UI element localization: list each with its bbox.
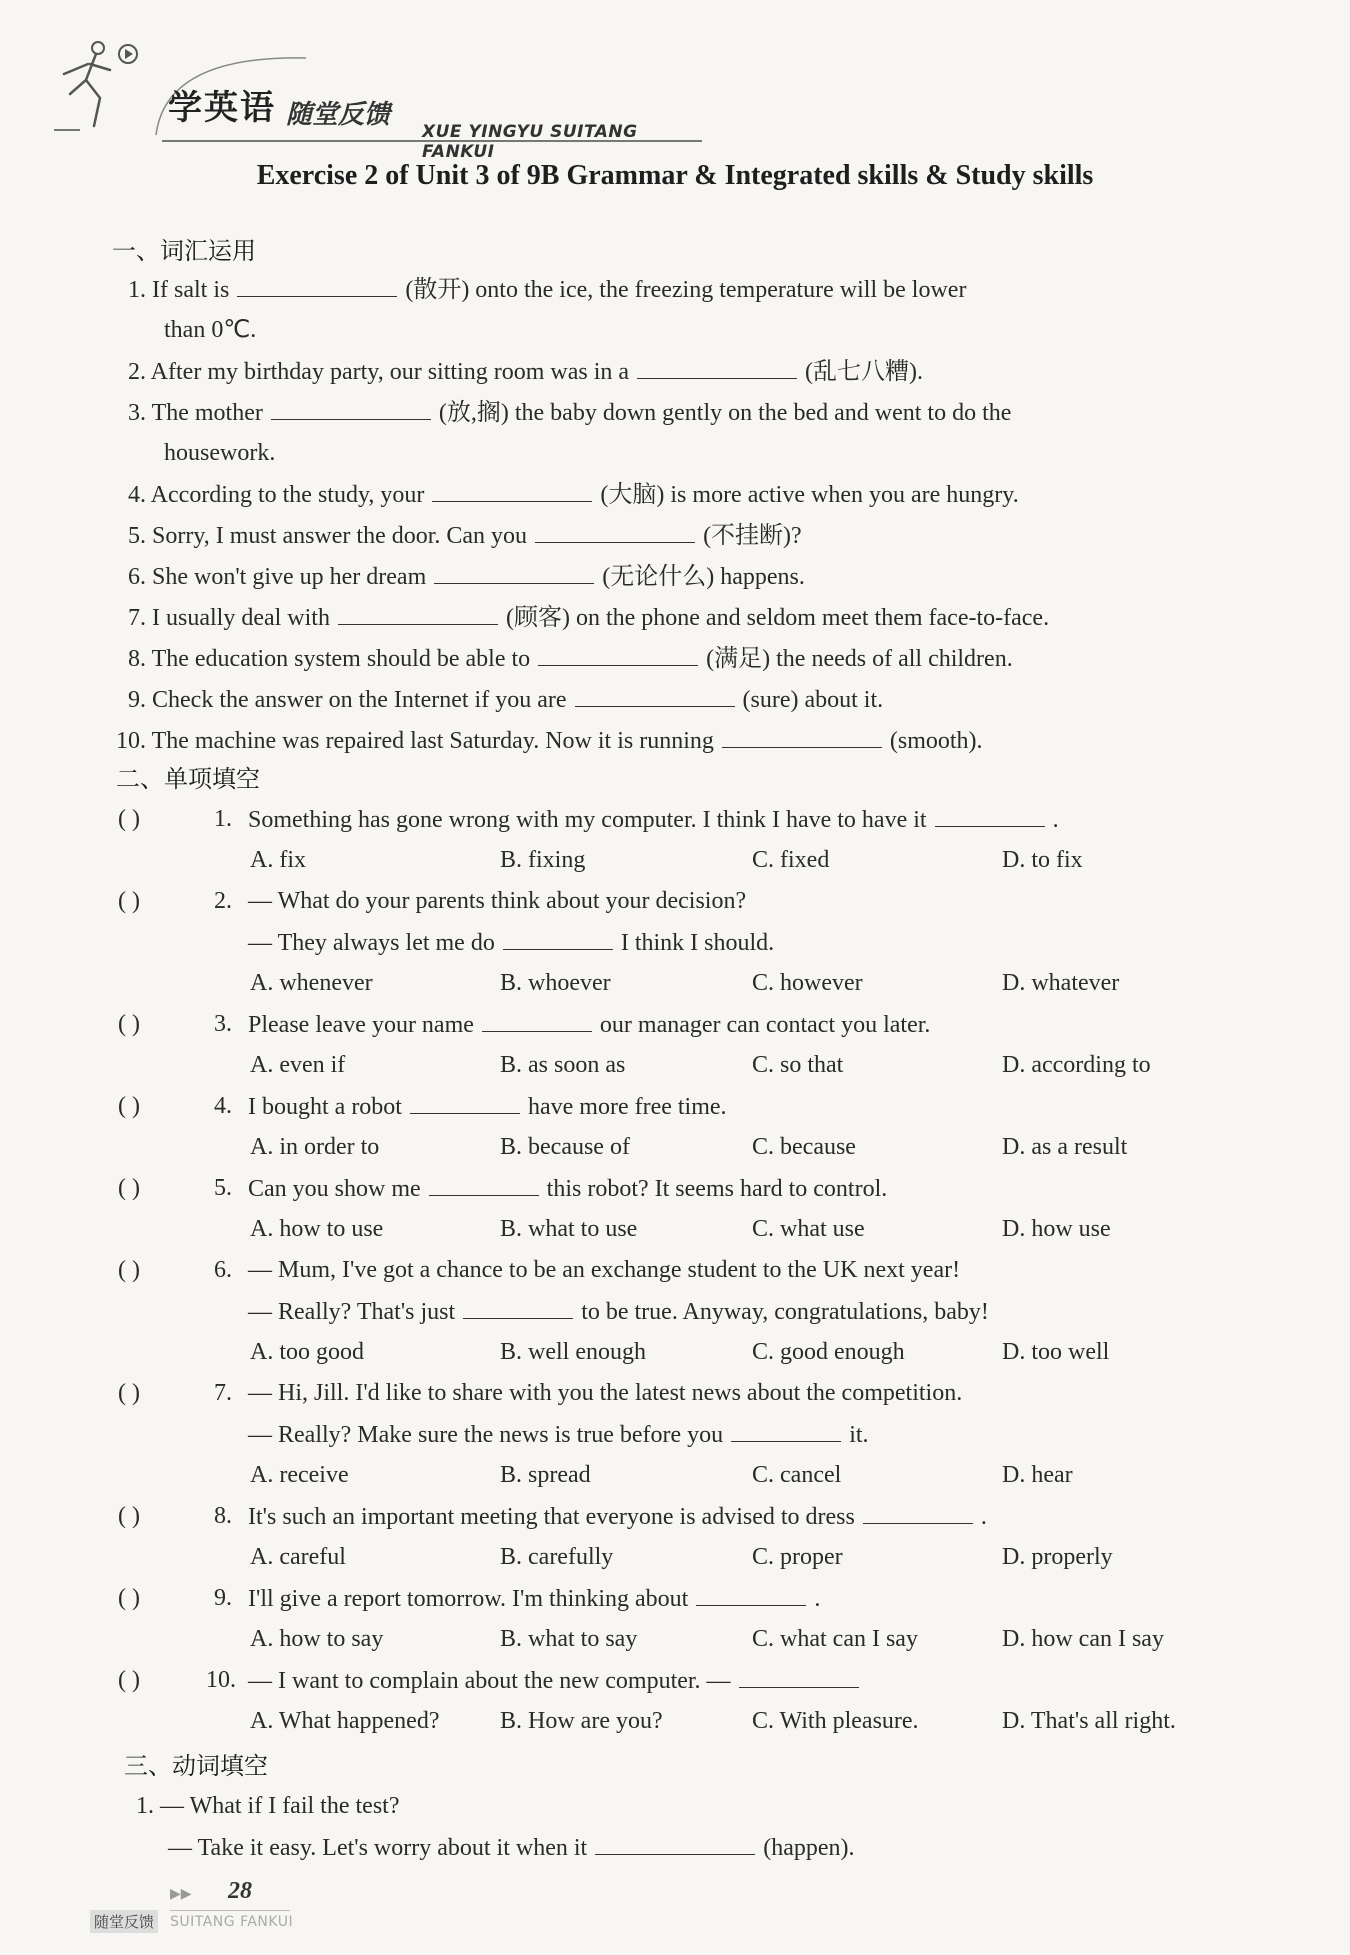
item-text: 7. I usually deal with — [128, 605, 330, 631]
question-text-after: to be true. Anyway, congratulations, baby! — [581, 1299, 989, 1325]
question-line — [248, 1665, 867, 1696]
option-b[interactable]: B. well enough — [500, 1339, 646, 1365]
option-a[interactable]: A. careful — [250, 1544, 346, 1570]
question-line — [248, 1296, 989, 1327]
question-text-after: . — [980, 1504, 987, 1530]
option-d[interactable]: D. whatever — [1002, 970, 1120, 996]
item-text-after: (乱七八糟). — [805, 359, 924, 385]
answer-blank[interactable] — [482, 1009, 592, 1032]
option-b[interactable]: B. spread — [500, 1462, 591, 1488]
option-b[interactable]: B. whoever — [500, 970, 611, 996]
answer-bracket[interactable]: ( ) — [118, 1585, 140, 1611]
section-heading-vocabulary: 一、词汇运用 — [112, 237, 256, 265]
question-line — [248, 804, 1059, 835]
item-text-after: (happen). — [763, 1835, 855, 1861]
item-text: 5. Sorry, I must answer the door. Can you — [128, 523, 528, 549]
item-text: 10. The machine was repaired last Saturday. Now it is running — [116, 728, 714, 754]
answer-blank[interactable] — [722, 725, 882, 748]
item-text-after: (大脑) is more active when you are hungry. — [600, 482, 1019, 508]
brand-pinyin: XUE YINGYU SUITANG FANKUI — [422, 122, 638, 162]
question-line — [248, 1378, 962, 1408]
answer-blank[interactable] — [863, 1501, 973, 1524]
option-a[interactable]: A. how to use — [250, 1216, 384, 1242]
question-text: — What do your parents think about your decision? — [248, 888, 747, 914]
answer-blank[interactable] — [429, 1173, 539, 1196]
item-text: 3. The mother — [128, 400, 263, 426]
verb-item-answer — [168, 1832, 855, 1863]
question-text: — Hi, Jill. I'd like to share with you the latest news about the competition. — [248, 1380, 963, 1406]
vocab-item — [128, 274, 966, 305]
option-b[interactable]: B. as soon as — [500, 1052, 626, 1078]
option-c[interactable]: C. however — [752, 970, 863, 996]
item-text: — Take it easy. Let's worry about it when it — [168, 1835, 588, 1861]
footer-badge: 随堂反馈 — [90, 1910, 158, 1933]
answer-blank[interactable] — [463, 1296, 573, 1319]
answer-blank[interactable] — [410, 1091, 520, 1114]
option-c[interactable]: C. so that — [752, 1052, 844, 1078]
vocab-item — [128, 479, 1019, 510]
answer-blank[interactable] — [575, 684, 735, 707]
question-number: 2. — [214, 888, 232, 914]
question-text: It's such an important meeting that everyone is advised to dress — [248, 1504, 855, 1530]
question-number: 3. — [214, 1011, 232, 1037]
question-number: 1. — [214, 806, 232, 832]
option-b[interactable]: B. what to use — [500, 1216, 638, 1242]
item-text-after: (smooth). — [889, 728, 983, 754]
item-text-after: (无论什么) happens. — [602, 564, 805, 590]
question-text: — I want to complain about the new computer. — — [248, 1668, 731, 1694]
item-text-after: (不挂断)? — [703, 523, 802, 549]
question-line — [248, 886, 746, 916]
option-d[interactable]: D. hear — [1002, 1462, 1073, 1488]
item-text: 9. Check the answer on the Internet if you are — [128, 687, 567, 713]
vocab-item — [128, 561, 805, 592]
question-text: — Mum, I've got a chance to be an exchange student to the UK next year! — [248, 1257, 961, 1283]
answer-bracket[interactable]: ( ) — [118, 1667, 140, 1693]
option-a[interactable]: A. in order to — [250, 1134, 380, 1160]
question-text-after: . — [1052, 807, 1059, 833]
option-b[interactable]: B. because of — [500, 1134, 630, 1160]
vocab-item-continuation: housework. — [164, 440, 276, 466]
page-number: 28 — [228, 1878, 252, 1904]
question-number: 6. — [214, 1257, 232, 1283]
vocab-item — [128, 643, 1013, 674]
item-text: 6. She won't give up her dream — [128, 564, 427, 590]
question-number: 9. — [214, 1585, 232, 1611]
question-text-after: . — [814, 1586, 821, 1612]
option-b[interactable]: B. what to say — [500, 1626, 638, 1652]
question-line — [248, 1091, 727, 1122]
question-text: — They always let me do — [248, 930, 495, 956]
vocab-item — [128, 356, 923, 387]
option-c[interactable]: C. proper — [752, 1544, 843, 1570]
question-number: 8. — [214, 1503, 232, 1529]
answer-blank[interactable] — [935, 804, 1045, 827]
answer-blank[interactable] — [271, 397, 431, 420]
answer-blank[interactable] — [434, 561, 594, 584]
answer-bracket[interactable]: ( ) — [118, 1257, 140, 1283]
option-b[interactable]: B. How are you? — [500, 1708, 663, 1734]
item-text: 8. The education system should be able to — [128, 646, 531, 672]
option-d[interactable]: D. properly — [1002, 1544, 1113, 1570]
footer-divider — [170, 1910, 290, 1911]
vocab-item — [128, 397, 1011, 428]
item-text-after: (sure) about it. — [742, 687, 884, 713]
answer-blank[interactable] — [538, 643, 698, 666]
option-c[interactable]: C. With pleasure. — [752, 1708, 919, 1734]
question-text: Can you show me — [248, 1176, 421, 1202]
answer-blank[interactable] — [535, 520, 695, 543]
vocab-item — [128, 684, 883, 715]
question-text-after: have more free time. — [527, 1094, 727, 1120]
answer-blank[interactable] — [696, 1583, 806, 1606]
verb-item-prompt: 1. — What if I fail the test? — [136, 1793, 400, 1819]
option-a[interactable]: A. fix — [250, 847, 306, 873]
option-c[interactable]: C. because — [752, 1134, 856, 1160]
option-d[interactable]: D. to fix — [1002, 847, 1083, 873]
item-text: 1. If salt is — [128, 277, 230, 303]
question-line — [248, 1419, 869, 1450]
answer-bracket[interactable]: ( ) — [118, 888, 140, 914]
item-text-after: (顾客) on the phone and seldom meet them face-to-face. — [505, 605, 1050, 631]
question-line — [248, 1173, 887, 1204]
question-number: 10. — [206, 1667, 236, 1693]
answer-bracket[interactable]: ( ) — [118, 1503, 140, 1529]
option-d[interactable]: D. too well — [1002, 1339, 1110, 1365]
question-line — [248, 1255, 960, 1285]
option-d[interactable]: D. how can I say — [1002, 1626, 1164, 1652]
question-number: 4. — [214, 1093, 232, 1119]
answer-blank[interactable] — [595, 1832, 755, 1855]
vocab-item — [116, 725, 983, 756]
option-a[interactable]: A. too good — [250, 1339, 364, 1365]
option-a[interactable]: A. receive — [250, 1462, 349, 1488]
option-b[interactable]: B. fixing — [500, 847, 586, 873]
question-number: 5. — [214, 1175, 232, 1201]
option-d[interactable]: D. That's all right. — [1002, 1708, 1176, 1734]
option-a[interactable]: A. whenever — [250, 970, 373, 996]
brand-subtitle: 随堂反馈 — [286, 100, 391, 130]
item-text-after: (满足) the needs of all children. — [706, 646, 1013, 672]
option-a[interactable]: A. What happened? — [250, 1708, 440, 1734]
item-text-after: (散开) onto the ice, the freezing temperature will be lower — [405, 277, 967, 303]
option-d[interactable]: D. as a result — [1002, 1134, 1128, 1160]
question-text: Something has gone wrong with my computer. I think I have to have it — [248, 807, 927, 833]
answer-bracket[interactable]: ( ) — [118, 1175, 140, 1201]
option-d[interactable]: D. according to — [1002, 1052, 1151, 1078]
answer-blank[interactable] — [237, 274, 397, 297]
question-text: I'll give a report tomorrow. I'm thinking about — [248, 1586, 689, 1612]
vocab-item — [128, 602, 1049, 633]
section-heading-verb-fill: 三、动词填空 — [124, 1752, 268, 1780]
answer-blank[interactable] — [338, 602, 498, 625]
section-heading-multiple-choice: 二、单项填空 — [116, 765, 260, 793]
footer-arrow-icon: ▶▶ — [170, 1886, 192, 1902]
question-text-after: this robot? It seems hard to control. — [546, 1176, 888, 1202]
option-c[interactable]: C. what use — [752, 1216, 865, 1242]
option-b[interactable]: B. carefully — [500, 1544, 614, 1570]
answer-blank[interactable] — [432, 479, 592, 502]
answer-bracket[interactable]: ( ) — [118, 1011, 140, 1037]
brand-title: 学英语 — [168, 88, 276, 128]
answer-bracket[interactable]: ( ) — [118, 806, 140, 832]
vocab-item — [128, 520, 802, 551]
option-c[interactable]: C. cancel — [752, 1462, 842, 1488]
page-title: Exercise 2 of Unit 3 of 9B Grammar & Integrated skills & Study skills — [256, 160, 1094, 191]
item-text-after: (放,搁) the baby down gently on the bed and went to do the — [438, 400, 1012, 426]
option-d[interactable]: D. how use — [1002, 1216, 1111, 1242]
answer-bracket[interactable]: ( ) — [118, 1380, 140, 1406]
option-c[interactable]: C. good enough — [752, 1339, 905, 1365]
answer-bracket[interactable]: ( ) — [118, 1093, 140, 1119]
option-c[interactable]: C. fixed — [752, 847, 830, 873]
question-text-after: I think I should. — [620, 930, 775, 956]
question-text: I bought a robot — [248, 1094, 402, 1120]
option-a[interactable]: A. even if — [250, 1052, 346, 1078]
option-a[interactable]: A. how to say — [250, 1626, 384, 1652]
vocab-item-continuation: than 0℃. — [164, 317, 257, 343]
question-text: — Really? Make sure the news is true before you — [248, 1422, 724, 1448]
question-line — [248, 1009, 930, 1040]
question-line — [248, 1501, 987, 1532]
option-c[interactable]: C. what can I say — [752, 1626, 918, 1652]
answer-blank[interactable] — [637, 356, 797, 379]
answer-blank[interactable] — [503, 927, 613, 950]
item-text: 4. According to the study, your — [128, 482, 425, 508]
answer-blank[interactable] — [739, 1665, 859, 1688]
answer-blank[interactable] — [731, 1419, 841, 1442]
item-text: 2. After my birthday party, our sitting room was in a — [128, 359, 630, 385]
question-number: 7. — [214, 1380, 232, 1406]
question-text: — Really? That's just — [248, 1299, 456, 1325]
question-line — [248, 927, 774, 958]
question-text: Please leave your name — [248, 1012, 474, 1038]
question-line — [248, 1583, 820, 1614]
question-text-after: it. — [849, 1422, 869, 1448]
footer-pinyin: SUITANG FANKUI — [170, 1914, 294, 1930]
question-text-after: our manager can contact you later. — [599, 1012, 931, 1038]
